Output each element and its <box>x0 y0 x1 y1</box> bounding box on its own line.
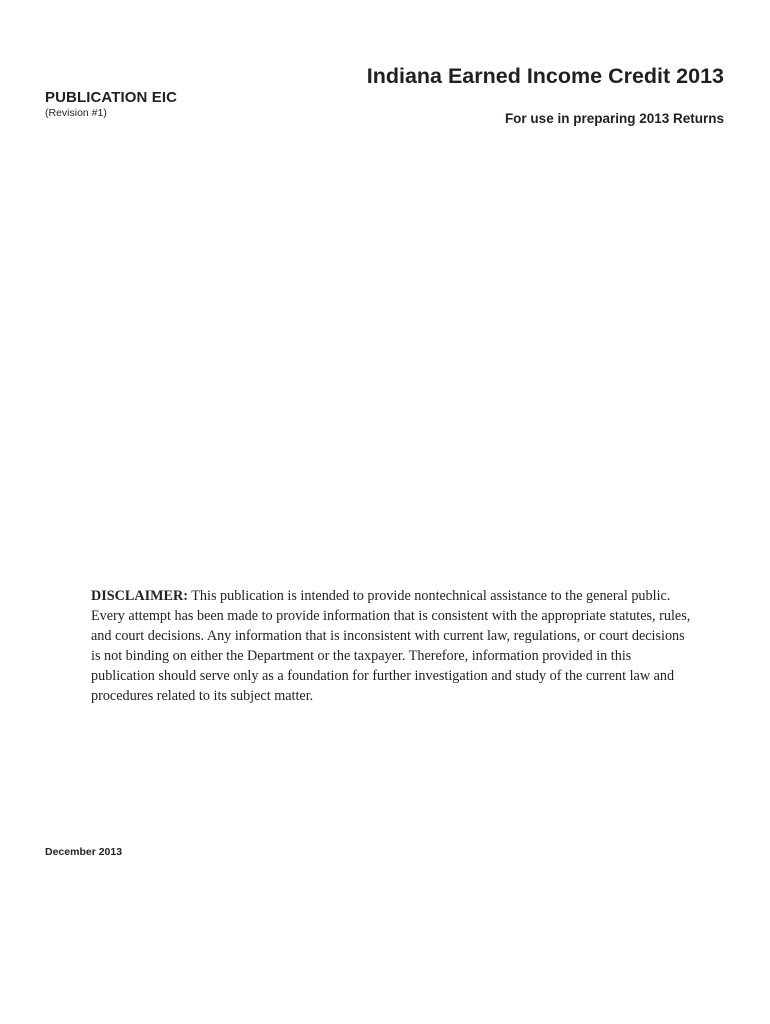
document-title: Indiana Earned Income Credit 2013 <box>366 64 724 88</box>
revision-note: (Revision #1) <box>45 107 107 119</box>
disclaimer-lead: DISCLAIMER: <box>91 588 188 604</box>
footer-date: December 2013 <box>45 846 123 858</box>
publication-label: PUBLICATION EIC <box>45 89 178 106</box>
document-subtitle: For use in preparing 2013 Returns <box>504 111 724 126</box>
disclaimer-paragraph <box>91 586 691 706</box>
disclaimer-body: This publication is intended to provide nontechnical assistance to the general public. Every attempt has been made to provide information that is consistent with the appropriate statutes, rules, and court decisions. Any information that is inconsistent with current law, regulations, or court decisions is not binding on either the Department or the taxpayer. Therefore, information provided in this publication should serve only as a foundation for further investigation and study of the current law and procedures related to its subject matter. <box>91 588 691 704</box>
